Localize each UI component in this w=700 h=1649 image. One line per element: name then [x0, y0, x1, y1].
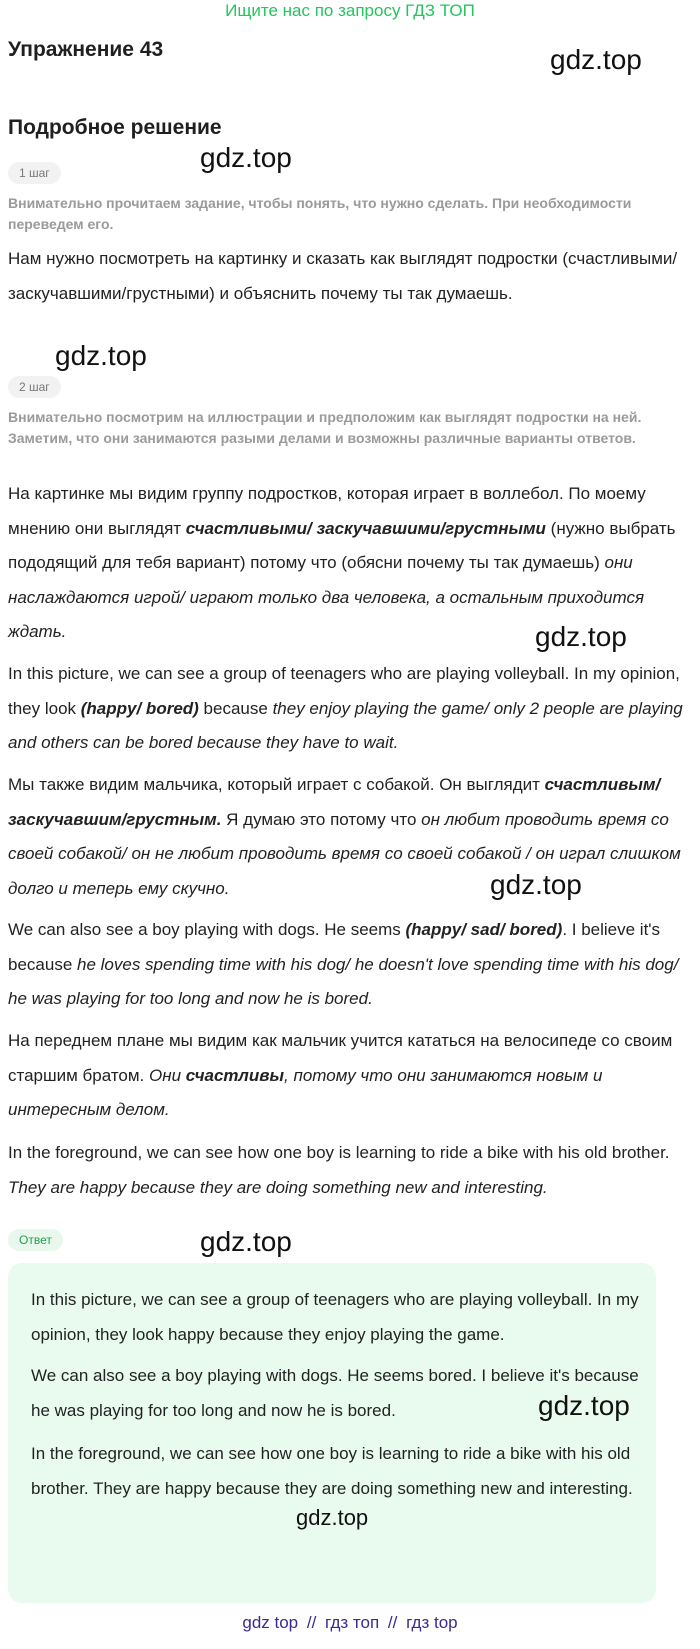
answer-paragraph: In this picture, we can see a group of teenagers who are playing volleyball. In my opinion, they look happy because they enjoy playing the game. [31, 1290, 639, 1344]
step-paragraph: Мы также видим мальчика, который играет с собакой. Он выглядит счастливым/ заскучавшим/грустным. Я думаю это потому что он любит проводить время со своей собакой/ он не любит проводить время со своей собакой / он играл слишком долго и теперь ему скучно. [8, 775, 681, 898]
step-text: Нам нужно посмотреть на картинку и сказать как выглядят подростки (счастливыми/ заскучавшими/грустными) и объяснить почему ты так думаешь. [8, 249, 678, 303]
step-badge: 1 шаг [8, 162, 61, 184]
footer-link[interactable]: гдз топ [325, 1613, 380, 1632]
watermark: gdz.top [200, 1226, 292, 1257]
watermark: gdz.top [296, 1505, 369, 1530]
watermark: gdz.top [550, 44, 642, 75]
step-paragraph: На картинке мы видим группу подростков, которая играет в воллебол. По моему мнению они выглядят счастливыми/ заскучавшими/грустными (нужно выбрать пододящий для тебя вариант) потому что (обясни почему ты так думаешь) они наслаждаются игрой/ играют только два человека, а остальным приходится ждать. [8, 484, 676, 641]
watermark: gdz.top [55, 340, 147, 371]
step-paragraph: In this picture, we can see a group of teenagers who are playing volleyball. In my opinion, they look (happy/ bored) because they enjoy playing the game/ only 2 people are playing and others can be bored because they have to wait. [8, 664, 683, 752]
step-hint: Внимательно прочитаем задание, чтобы понять, что нужно сделать. При необходимости переведем его. [8, 195, 632, 232]
step-paragraph: We can also see a boy playing with dogs. He seems (happy/ sad/ bored). I believe it's because he loves spending time with his dog/ he doesn't love spending time with his dog/ he was playing for too long and now he is bored. [8, 920, 679, 1008]
watermark: gdz.top [490, 869, 582, 900]
answer-badge: Ответ [8, 1229, 63, 1251]
step-paragraph: In the foreground, we can see how one boy is learning to ride a bike with his old brother. They are happy because they are doing something new and interesting. [8, 1143, 670, 1197]
footer-link[interactable]: гдз top [406, 1613, 458, 1632]
section-title: Подробное решение [8, 116, 222, 139]
watermark: gdz.top [535, 621, 627, 652]
step-paragraph: На переднем плане мы видим как мальчик учится кататься на велосипеде со своим старшим братом. Они счастливы, потому что они занимаются новым и интересным делом. [8, 1031, 673, 1119]
page-title: Упражнение 43 [8, 38, 164, 61]
answer-paragraph: In the foreground, we can see how one boy is learning to ride a bike with his old brother. They are happy because they are doing something new and interesting. [31, 1444, 633, 1498]
watermark: gdz.top [200, 142, 292, 173]
search-promo-link[interactable]: Ищите нас по запросу ГДЗ ТОП [225, 1, 475, 20]
step-badge: 2 шаг [8, 376, 61, 398]
footer-separator: // [306, 1613, 317, 1632]
watermark: gdz.top [538, 1390, 630, 1421]
footer-link[interactable]: gdz top [242, 1613, 299, 1632]
footer-separator: // [387, 1613, 398, 1632]
answer-paragraph: We can also see a boy playing with dogs. He seems bored. I believe it's because he was playing for too long and now he is bored. [31, 1366, 639, 1420]
footer-links [0, 1612, 700, 1634]
step-hint: Внимательно посмотрим на иллюстрации и предположим как выглядят подростки на ней. Заметим, что они занимаются разыми делами и возможны различные варианты ответов. [8, 409, 642, 446]
